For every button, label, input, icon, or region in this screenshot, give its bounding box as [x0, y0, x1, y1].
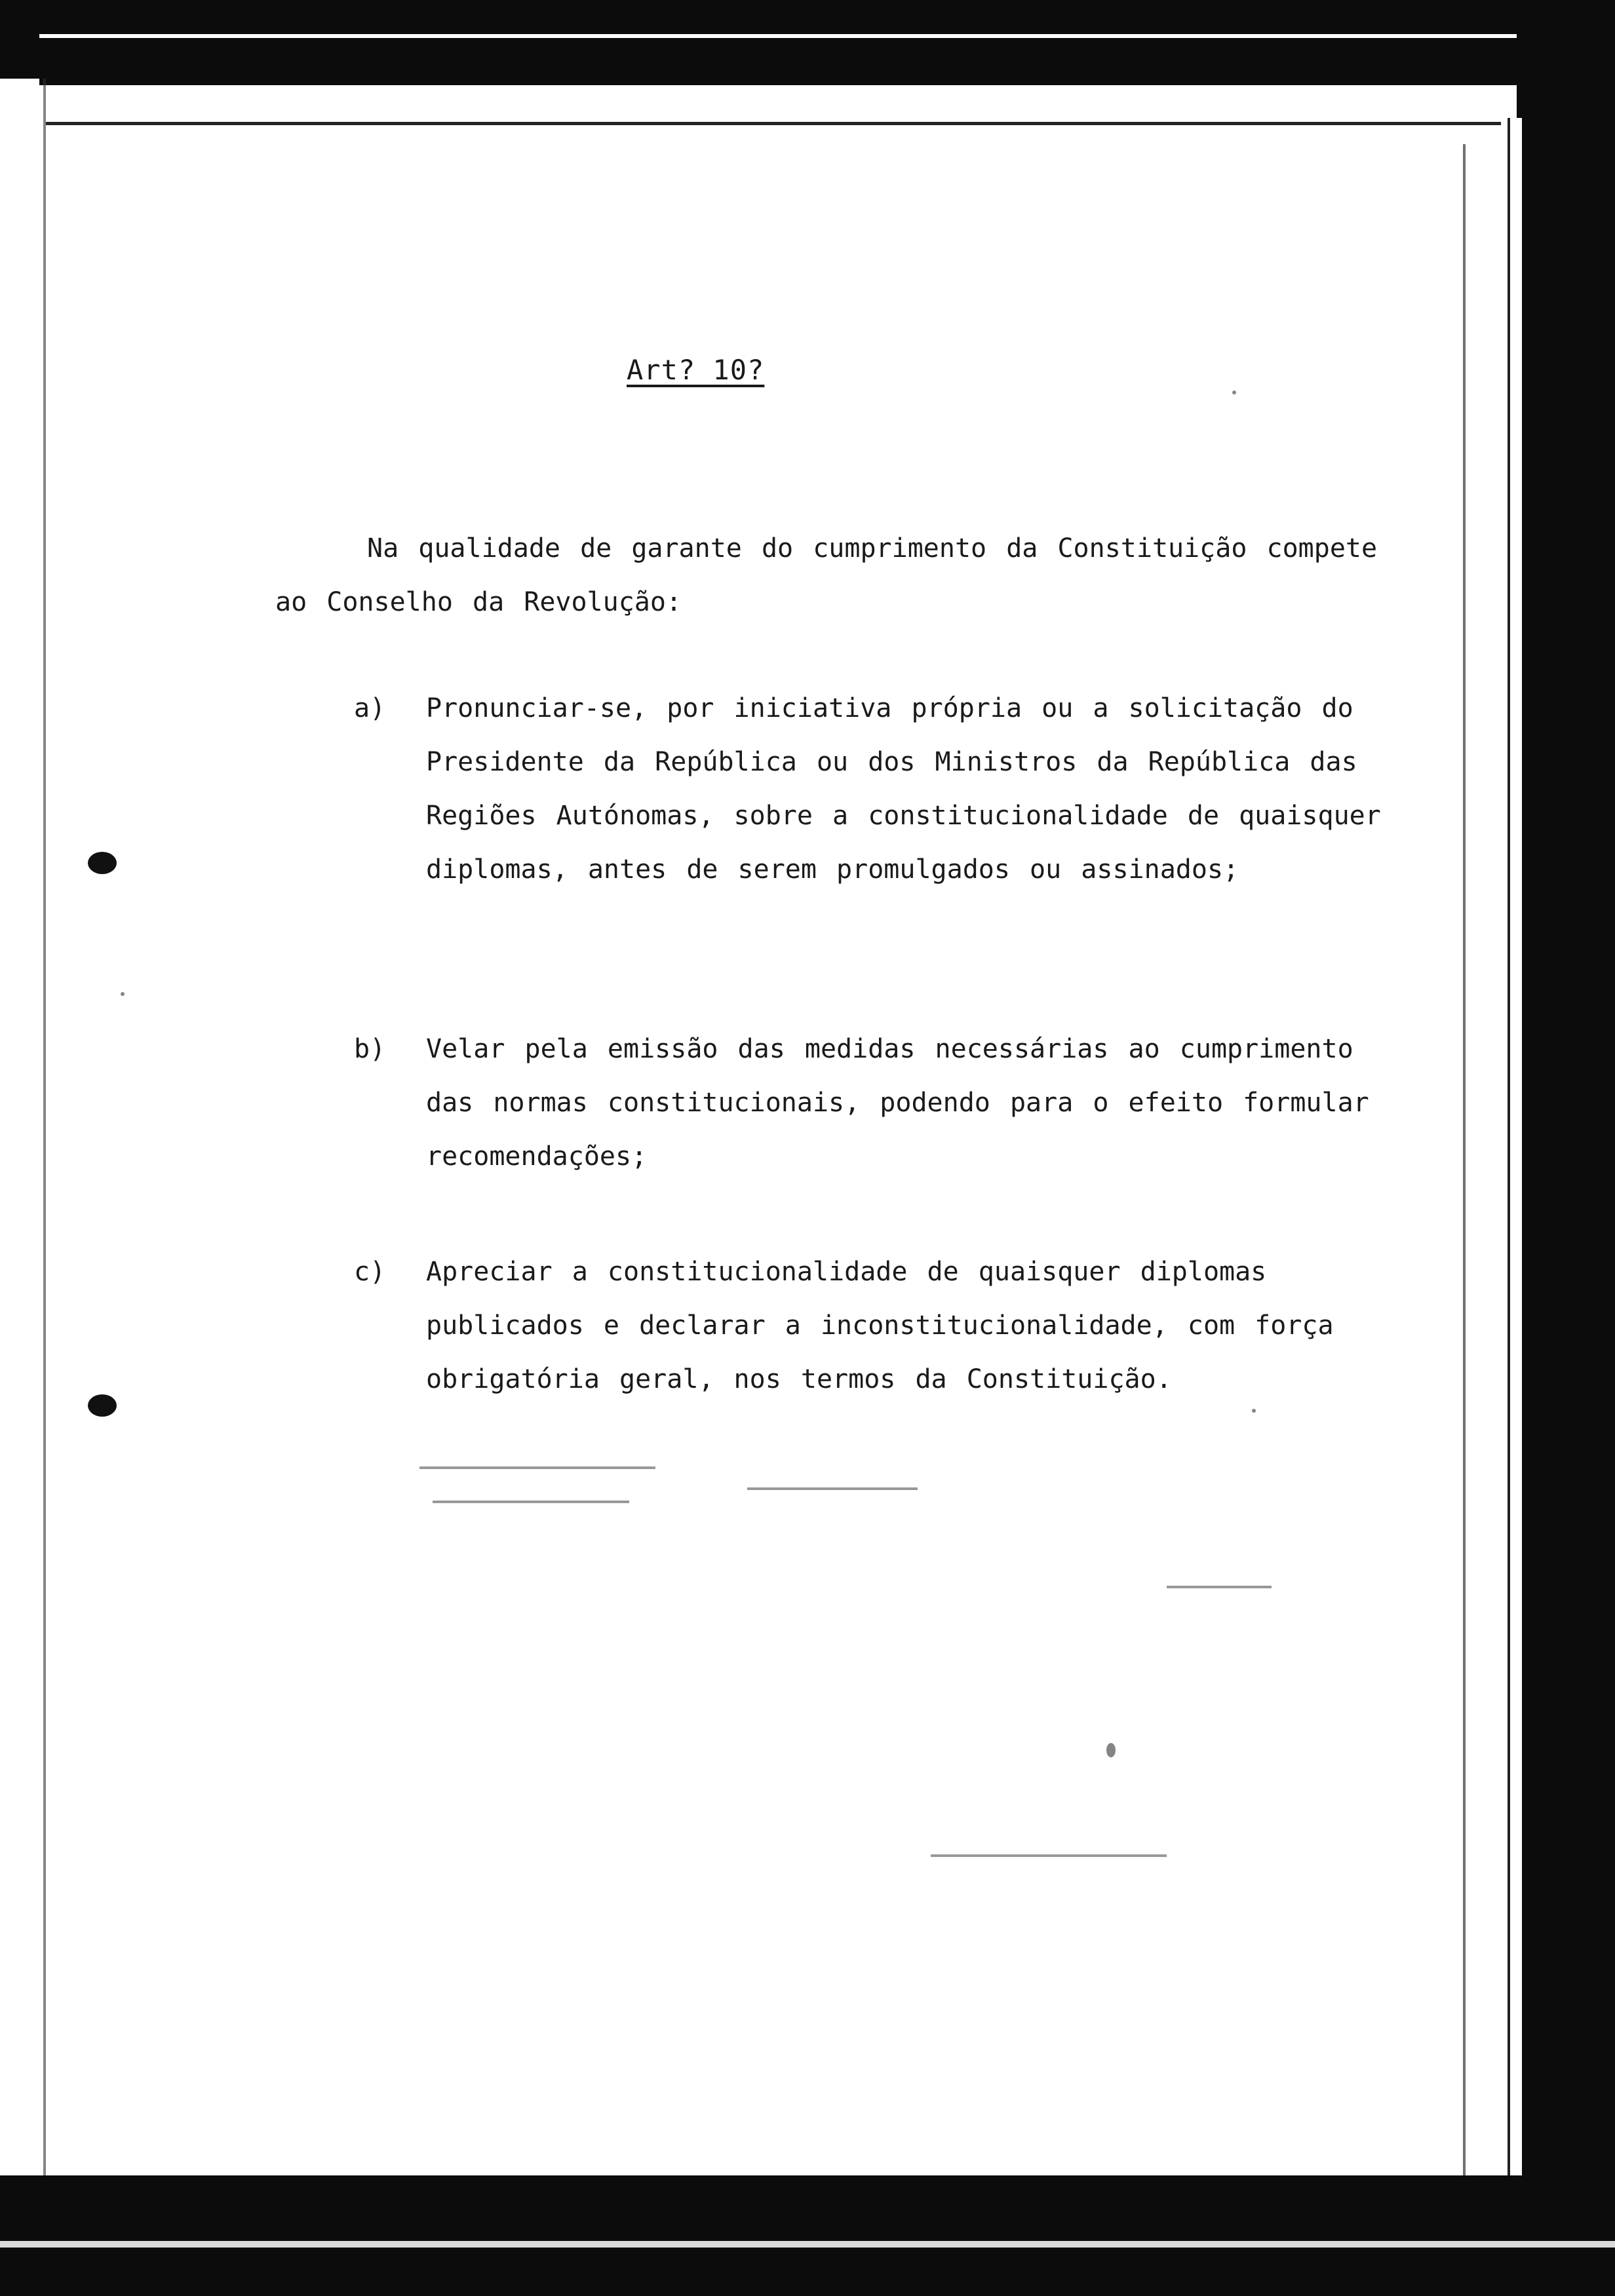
- list-item-text: Apreciar a constitucionalidade de quaisquer diplomas publicados e declarar a inconstitucionalidade, com força obrigatória geral, nos termos da Constituição.: [426, 1257, 1334, 1394]
- article-heading: Art? 10?: [627, 354, 765, 386]
- list-item-marker: b): [354, 1034, 386, 1064]
- list-item: [354, 681, 1396, 896]
- list-item-marker: a): [354, 693, 386, 723]
- list-item-marker: c): [354, 1257, 386, 1287]
- intro-paragraph: Na qualidade de garante do cumprimento da Constituição compete ao Conselho da Revolução:: [275, 533, 1378, 617]
- list-item: [354, 1022, 1396, 1183]
- list-item-text: Velar pela emissão das medidas necessárias ao cumprimento das normas constitucionais, podendo para o efeito formular recomendações;: [426, 1034, 1369, 1172]
- list-item-text: Pronunciar-se, por iniciativa própria ou a solicitação do Presidente da República ou dos Ministros da República das Regiões Autónomas, sobre a constitucionalidade de quaisquer diplomas, antes de serem promulgados ou assinados;: [426, 693, 1381, 885]
- list-item: [354, 1245, 1396, 1406]
